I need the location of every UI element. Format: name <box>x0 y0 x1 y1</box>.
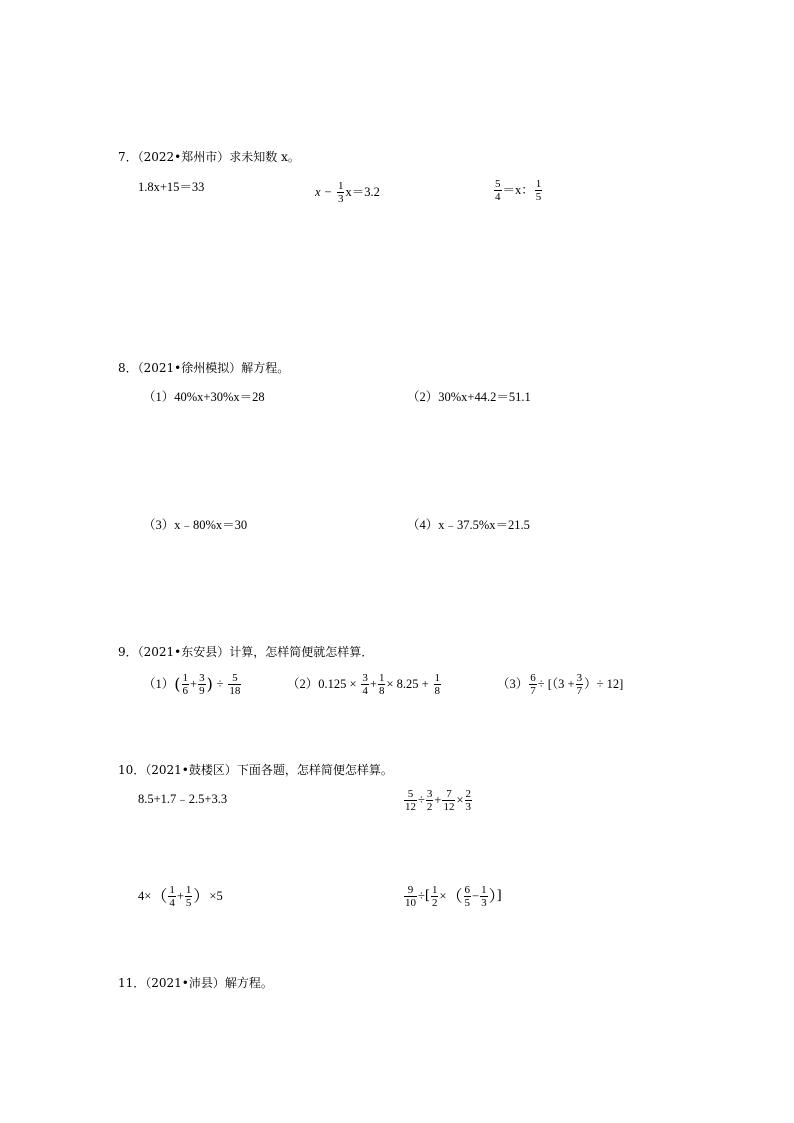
q8-part-2: （2）30%x+44.2＝51.1 <box>407 390 531 404</box>
q10-e3-lead: 4× <box>138 889 152 903</box>
q7-eq3-middle: ＝x： <box>502 183 534 197</box>
q9-p3-label: （3） <box>497 677 529 691</box>
q7-eq2-tail: x＝3.2 <box>345 185 380 199</box>
q9-heading: 9．（2021•东安县）计算，怎样简便就怎样算． <box>118 645 374 659</box>
q10-e3-fraction-b: $\frac{1}{5}$ <box>185 884 192 909</box>
q7-heading: 7．（2022•郑州市）求未知数 x。 <box>118 150 300 164</box>
q10-e2-fraction-c: $\frac{7}{12}$ <box>443 788 455 813</box>
q9-part-1: （1）( $\frac{1}{6}$ + $\frac{3}{9}$ ) ÷ $\frac{5}{18}$ <box>143 672 241 697</box>
q10-e3-tail: ×5 <box>209 889 223 903</box>
q10-e3-fraction-a: $\frac{1}{4}$ <box>169 884 175 909</box>
q8-part-1: （1）40%x+30%x＝28 <box>143 390 265 404</box>
q7-eq3-fraction-right: $\frac{1}{5}$ <box>535 178 542 203</box>
q9-p2-label: （2） <box>287 677 319 691</box>
q7-eq3-fraction-left: $\frac{5}{4}$ <box>495 178 501 203</box>
q10-e2-fraction-d: $\frac{2}{3}$ <box>465 788 471 813</box>
q7-eq2-fraction: $\frac{1}{3}$ <box>337 180 344 205</box>
q10-expression-2: $\frac{5}{12}$ ÷ $\frac{3}{2}$ + $\frac{7}{12}$ × $\frac{2}{3}$ <box>405 788 471 813</box>
q7-eq2-lead: x − <box>315 185 333 199</box>
q9-p2-lead: 0.125 × <box>318 677 357 691</box>
q9-p3-open: ÷ [（3 + <box>537 677 575 691</box>
q9-part-2: （2）0.125 × $\frac{3}{4}$ + $\frac{1}{8}$ × 8.25 + $\frac{1}{8}$ <box>287 672 441 697</box>
q10-e2-fraction-b: $\frac{3}{2}$ <box>426 788 433 813</box>
q9-p3-fraction-b: $\frac{3}{7}$ <box>576 672 583 697</box>
q9-p3-close: ）÷ 12] <box>584 677 624 691</box>
q7-equation-2 <box>315 180 380 205</box>
q10-e4-fraction-d: $\frac{1}{3}$ <box>481 884 487 909</box>
q9-part-3 <box>497 672 623 697</box>
q10-expression-1: 8.5+1.7﹣2.5+3.3 <box>138 792 228 806</box>
q8-part-3: （3）x﹣80%x＝30 <box>143 518 248 532</box>
q11-heading: 11．（2021•沛县）解方程。 <box>118 976 273 990</box>
q9-p1-fraction-b: $\frac{3}{9}$ <box>199 672 205 697</box>
q9-p2-fraction-a: $\frac{3}{4}$ <box>362 672 368 697</box>
q9-p1-divide: ÷ <box>216 677 224 691</box>
q9-p2-fraction-b: $\frac{1}{8}$ <box>378 672 385 697</box>
q9-p2-middle: × 8.25 + <box>386 677 429 691</box>
q7-equation-3 <box>493 178 543 203</box>
q10-heading: 10．（2021•鼓楼区）下面各题，怎样简便怎样算。 <box>118 763 393 777</box>
q9-p3-fraction-a: $\frac{6}{7}$ <box>530 672 536 697</box>
q9-p2-fraction-c: $\frac{1}{8}$ <box>434 672 441 697</box>
q9-p1-fraction-a: $\frac{1}{6}$ <box>182 672 189 697</box>
q7-equation-1: 1.8x+15＝33 <box>138 180 205 194</box>
q8-part-4: （4）x﹣37.5%x＝21.5 <box>407 518 530 532</box>
q10-e4-fraction-b: $\frac{1}{2}$ <box>431 884 438 909</box>
q9-p1-label: （1） <box>143 677 175 691</box>
q10-e4-fraction-a: $\frac{9}{10}$ <box>405 884 416 909</box>
q10-e2-fraction-a: $\frac{5}{12}$ <box>405 788 416 813</box>
q9-p1-fraction-c: $\frac{5}{18}$ <box>229 672 241 697</box>
q8-heading: 8．（2021•徐州模拟）解方程。 <box>118 361 290 375</box>
q10-e4-fraction-c: $\frac{6}{5}$ <box>464 884 471 909</box>
q10-expression-4: $\frac{9}{10}$ ÷[ $\frac{1}{2}$ ×（ $\frac{6}{5}$ − $\frac{1}{3}$ ）] <box>405 884 502 909</box>
q10-expression-3: 4×（ $\frac{1}{4}$ + $\frac{1}{5}$ ）×5 <box>138 884 223 909</box>
